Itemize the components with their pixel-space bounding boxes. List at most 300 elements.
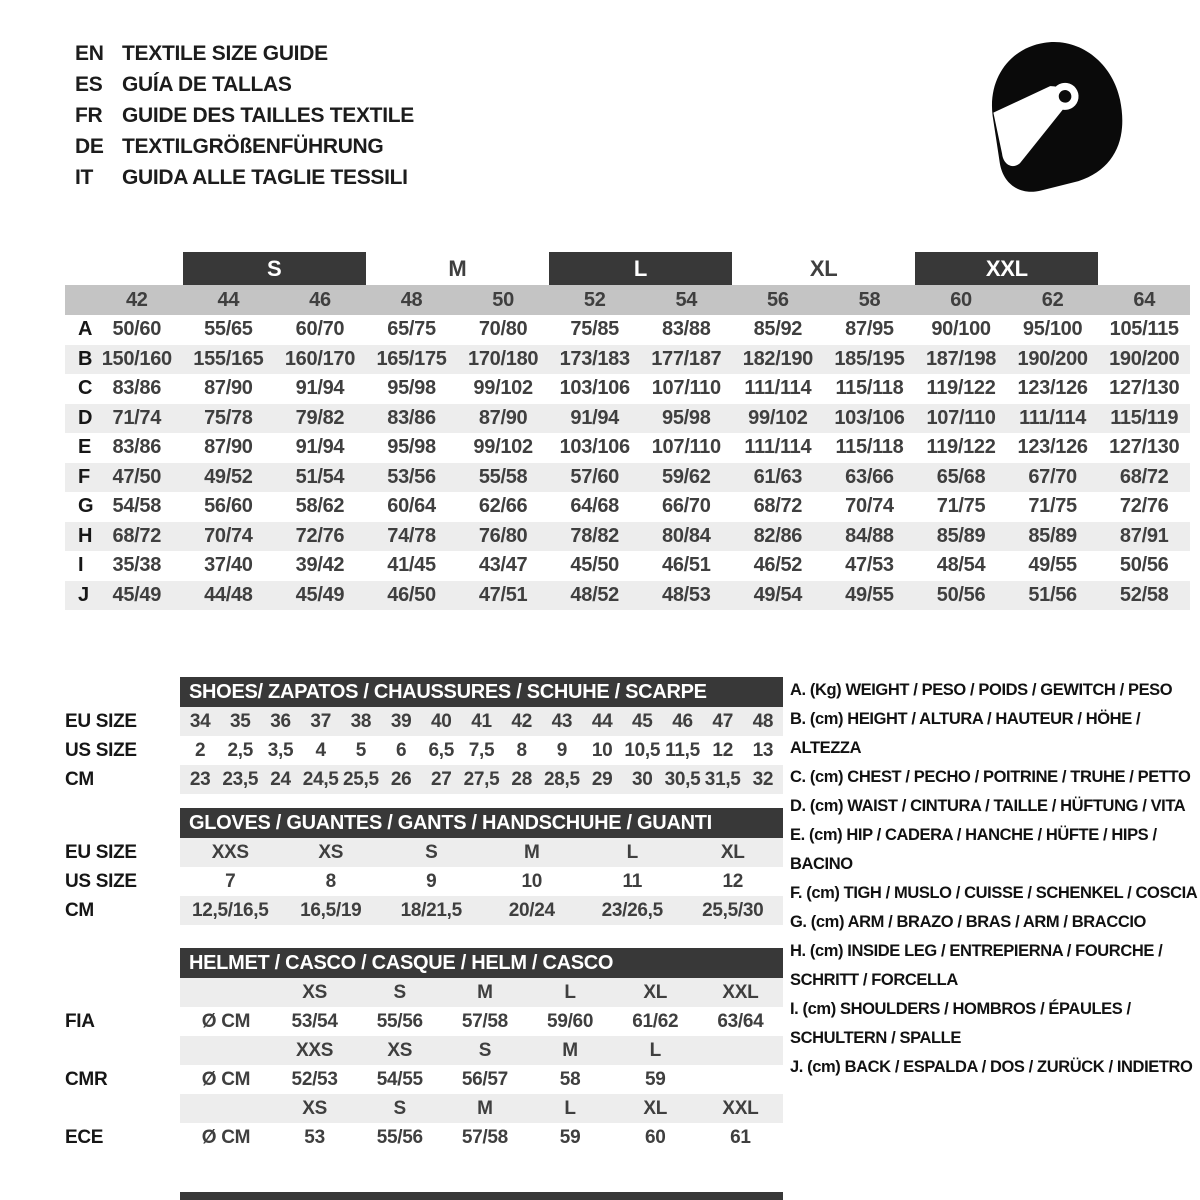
- size-cell: 47/50: [112, 465, 162, 488]
- size-cell: 68/72: [753, 495, 803, 517]
- row-cells: [180, 1123, 783, 1152]
- size-cell: 115/119: [1110, 406, 1179, 429]
- size-cell: [180, 1036, 272, 1065]
- size-cell: 56/60: [204, 495, 253, 517]
- size-cell: 70/74: [204, 524, 253, 547]
- size-cell: 57/58: [461, 1127, 508, 1148]
- column-header: 60: [950, 289, 972, 311]
- size-band-l: L: [549, 252, 732, 285]
- size-cell: XS: [302, 1098, 327, 1119]
- language-row: [75, 100, 414, 131]
- size-cell: 45/50: [570, 554, 619, 576]
- size-cell: 65/68: [936, 465, 986, 488]
- size-cell: 185/195: [834, 347, 905, 370]
- size-cell: Ø CM: [201, 1127, 251, 1148]
- table-row: [65, 736, 783, 765]
- size-cell: 30,5: [664, 769, 701, 790]
- table-row: [65, 1036, 783, 1065]
- size-cell: [180, 978, 272, 1007]
- row-letter: H: [78, 524, 93, 547]
- legend-item: C. (cm) CHEST / PECHO / POITRINE / TRUHE / PETTO: [790, 768, 1191, 786]
- size-cell: 72/76: [1119, 495, 1169, 517]
- clipped-section-header-bar: [180, 1192, 783, 1200]
- size-cell: M: [562, 1040, 578, 1061]
- size-cell: 62/66: [478, 495, 528, 517]
- size-cell: 64/68: [570, 495, 619, 517]
- table-row: [65, 1123, 783, 1152]
- size-cell: 47/53: [845, 554, 894, 576]
- size-cell: L: [564, 982, 576, 1003]
- size-cell: 78/82: [570, 524, 619, 547]
- table-row: [65, 404, 1190, 434]
- size-cell: 111/114: [744, 436, 812, 458]
- size-cell: 23,5: [222, 769, 259, 790]
- table-row: [65, 345, 1190, 375]
- size-cell: 56/57: [461, 1069, 508, 1090]
- language-row: [75, 131, 414, 162]
- size-cell: 170/180: [468, 347, 539, 370]
- size-cell: 55/56: [376, 1011, 423, 1032]
- size-cell: 87/90: [478, 406, 528, 429]
- size-cell: 71/74: [112, 406, 162, 429]
- size-cell: 23: [189, 769, 211, 790]
- size-cell: 70/80: [478, 318, 528, 340]
- size-cell: 11: [622, 871, 642, 892]
- language-title: GUÍA DE TALLAS: [122, 73, 292, 96]
- column-header: 64: [1133, 289, 1156, 311]
- table-row: [65, 838, 783, 867]
- row-cells: [180, 765, 783, 794]
- row-label: CMR: [65, 1069, 108, 1090]
- size-cell: 82/86: [753, 524, 803, 547]
- gloves-table: [65, 808, 783, 925]
- size-cell: L: [649, 1040, 661, 1061]
- table-row: [65, 522, 1190, 552]
- size-cell: 35/38: [112, 554, 162, 576]
- size-cell: 71/75: [1028, 495, 1077, 517]
- size-band-m: M: [448, 255, 467, 281]
- size-cell: 60/64: [387, 495, 436, 517]
- size-cell: 61/62: [632, 1011, 679, 1032]
- size-cell: 80/84: [662, 524, 711, 547]
- size-cell: XL: [643, 1098, 668, 1119]
- language-code: FR: [75, 104, 103, 127]
- size-cell: 87/91: [1119, 524, 1169, 547]
- size-cell: [698, 1065, 783, 1094]
- row-letter: G: [78, 495, 94, 517]
- table-row: [65, 867, 783, 896]
- size-cell: 6: [395, 740, 407, 761]
- row-label: CM: [65, 900, 94, 921]
- size-cell: 60/70: [295, 318, 345, 340]
- size-cell: 46: [672, 711, 693, 732]
- size-cell: 13: [752, 740, 774, 761]
- column-header: 62: [1041, 289, 1064, 311]
- row-label: FIA: [65, 1011, 95, 1032]
- column-header: 42: [125, 289, 148, 311]
- size-cell: 87/90: [204, 377, 253, 399]
- size-cell: 61: [730, 1127, 751, 1148]
- size-cell: 47: [712, 711, 733, 732]
- column-header: 44: [217, 289, 240, 311]
- size-cell: 53/54: [291, 1011, 338, 1032]
- size-cell: 44: [591, 711, 613, 732]
- size-cell: 28,5: [544, 769, 580, 790]
- size-cell: 123/126: [1017, 377, 1088, 399]
- size-cell: 51/56: [1028, 583, 1077, 606]
- size-cell: 25,5: [343, 769, 379, 790]
- size-cell: 55/58: [478, 465, 528, 488]
- size-cell: 91/94: [570, 406, 619, 429]
- size-cell: 9: [426, 871, 437, 892]
- size-cell: 105/115: [1109, 318, 1179, 340]
- legend-item: H. (cm) INSIDE LEG / ENTREPIERNA / FOURCHE / SCHRITT / FORCELLA: [790, 942, 1163, 989]
- size-cell: 53/56: [387, 465, 436, 488]
- size-cell: 87/90: [204, 436, 253, 458]
- language-row: [75, 69, 414, 100]
- size-cell: 160/170: [284, 347, 356, 370]
- size-cell: 55/65: [204, 318, 253, 340]
- size-band-xl: XL: [809, 255, 838, 281]
- size-cell: 12,5/16,5: [191, 900, 269, 921]
- size-cell: 187/198: [925, 347, 997, 370]
- row-cells: [180, 1036, 783, 1065]
- language-row: [75, 162, 414, 193]
- column-header: 58: [858, 289, 881, 311]
- row-label: US SIZE: [65, 740, 137, 761]
- size-band-xxl: XXL: [915, 252, 1098, 285]
- size-cell: 10: [521, 871, 543, 892]
- size-cell: 103/106: [559, 377, 630, 399]
- row-letter: E: [78, 436, 92, 458]
- size-cell: 49/55: [845, 583, 894, 606]
- row-cells: [180, 736, 783, 765]
- size-cell: 7,5: [468, 740, 495, 761]
- row-label: [65, 978, 180, 1007]
- size-cell: 29: [591, 769, 613, 790]
- size-cell: Ø CM: [201, 1011, 251, 1032]
- size-cell: 52/53: [291, 1069, 338, 1090]
- size-cell: 63/66: [845, 465, 894, 488]
- language-row: [75, 38, 414, 69]
- row-letter: I: [78, 554, 84, 576]
- legend-item: J. (cm) BACK / ESPALDA / DOS / ZURÜCK / INDIETRO: [790, 1058, 1193, 1076]
- row-letter: B: [78, 347, 93, 370]
- size-cell: 25,5/30: [702, 900, 764, 921]
- size-cell: 9: [556, 740, 568, 761]
- column-header-row: [65, 285, 1190, 315]
- size-cell: 27: [431, 769, 452, 790]
- size-cell: 57/58: [461, 1011, 508, 1032]
- row-cells: [180, 838, 783, 867]
- column-header: 50: [492, 289, 514, 311]
- size-cell: 91/94: [295, 436, 345, 458]
- size-cell: 23/26,5: [601, 900, 663, 921]
- size-cell: 83/88: [662, 318, 711, 340]
- size-cell: 36: [270, 711, 291, 732]
- size-cell: XXL: [722, 1098, 759, 1119]
- size-cell: 75/85: [570, 318, 619, 340]
- language-code: ES: [75, 73, 103, 96]
- size-cell: 76/80: [478, 524, 528, 547]
- size-cell: 3,5: [267, 740, 294, 761]
- table-row: [65, 1094, 783, 1123]
- size-cell: XXL: [722, 982, 759, 1003]
- size-cell: 48/54: [936, 554, 986, 576]
- size-cell: 24,5: [302, 769, 339, 790]
- size-cell: 37: [310, 711, 331, 732]
- size-cell: S: [393, 982, 406, 1003]
- size-cell: 27,5: [463, 769, 500, 790]
- size-cell: 111/114: [744, 377, 812, 399]
- size-cell: 41/45: [387, 554, 436, 576]
- row-label: CM: [65, 769, 94, 790]
- size-cell: 115/118: [835, 436, 904, 458]
- size-cell: 61/63: [753, 465, 803, 488]
- legend-item: B. (cm) HEIGHT / ALTURA / HAUTEUR / HÖHE / ALTEZZA: [790, 710, 1141, 757]
- size-cell: 49/55: [1028, 554, 1077, 576]
- size-cell: 10,5: [624, 740, 661, 761]
- size-cell: 54/55: [376, 1069, 423, 1090]
- section-title: SHOES/ ZAPATOS / CHAUSSURES / SCHUHE / SCARPE: [189, 680, 707, 703]
- size-cell: 99/102: [473, 436, 533, 458]
- size-cell: 99/102: [748, 406, 808, 429]
- row-label: [65, 1094, 180, 1123]
- column-header: 54: [675, 289, 698, 311]
- row-cells: [180, 1094, 783, 1123]
- size-cell: 68/72: [112, 524, 162, 547]
- size-cell: 103/106: [834, 406, 905, 429]
- size-cell: 45/49: [295, 583, 345, 606]
- size-cell: 127/130: [1109, 377, 1180, 399]
- size-cell: 84/88: [845, 524, 894, 547]
- size-cell: 31,5: [704, 769, 741, 790]
- size-cell: S: [393, 1098, 406, 1119]
- size-cell: 48/52: [570, 583, 619, 606]
- size-cell: 28: [511, 769, 532, 790]
- size-cell: 66/70: [662, 495, 711, 517]
- section-header: [180, 948, 783, 978]
- size-cell: 46/52: [753, 554, 803, 576]
- section-title: GLOVES / GUANTES / GANTS / HANDSCHUHE / GUANTI: [189, 811, 712, 834]
- size-cell: 49/52: [204, 465, 253, 488]
- size-cell: S: [425, 842, 438, 863]
- table-row: [65, 707, 783, 736]
- size-cell: 53: [304, 1127, 325, 1148]
- corner-cell: [65, 285, 91, 315]
- row-label: EU SIZE: [65, 711, 137, 732]
- size-cell: 30: [632, 769, 653, 790]
- size-cell: M: [477, 982, 493, 1003]
- size-cell: 52/58: [1119, 583, 1169, 606]
- legend-item: G. (cm) ARM / BRAZO / BRAS / ARM / BRACCIO: [790, 913, 1146, 931]
- size-cell: 173/183: [559, 347, 630, 370]
- legend: [790, 676, 1198, 1082]
- table-row: [65, 978, 783, 1007]
- size-cell: 87/95: [845, 318, 894, 340]
- size-cell: 59/62: [662, 465, 711, 488]
- size-cell: 65/75: [387, 318, 436, 340]
- size-cell: 99/102: [473, 377, 533, 399]
- table-row: [65, 551, 1190, 581]
- size-cell: 45: [632, 711, 653, 732]
- size-cell: 43/47: [478, 554, 528, 576]
- size-cell: 79/82: [295, 406, 345, 429]
- section-title: HELMET / CASCO / CASQUE / HELM / CASCO: [189, 951, 614, 974]
- size-cell: 83/86: [112, 377, 162, 399]
- size-cell: 123/126: [1017, 436, 1088, 458]
- size-cell: M: [523, 842, 540, 863]
- size-cell: 68/72: [1119, 465, 1169, 488]
- table-row: [65, 896, 783, 925]
- size-cell: 115/118: [835, 377, 904, 399]
- size-cell: 50/56: [1119, 554, 1169, 576]
- accessory-tables: [65, 677, 783, 1152]
- size-cell: 50/60: [112, 318, 162, 340]
- table-row: [65, 1065, 783, 1094]
- legend-item: D. (cm) WAIST / CINTURA / TAILLE / HÜFTUNG / VITA: [790, 797, 1186, 815]
- size-cell: 55/56: [376, 1127, 423, 1148]
- size-cell: 41: [471, 711, 492, 732]
- table-row: [65, 374, 1190, 404]
- size-cell: XS: [318, 842, 344, 863]
- size-cell: 45/49: [112, 583, 162, 606]
- size-cell: 111/114: [1019, 406, 1087, 429]
- size-cell: 2: [194, 740, 206, 761]
- size-cell: 18/21,5: [400, 900, 462, 921]
- size-cell: 46/51: [662, 554, 711, 576]
- size-cell: 58/62: [295, 495, 345, 517]
- size-cell: 85/92: [753, 318, 803, 340]
- size-cell: 67/70: [1028, 465, 1077, 488]
- language-list: [75, 38, 414, 193]
- size-cell: 12: [722, 871, 744, 892]
- size-band-row: [65, 252, 1190, 285]
- size-cell: L: [564, 1098, 576, 1119]
- language-title: TEXTILGRÖßENFÜHRUNG: [122, 135, 384, 158]
- language-code: EN: [75, 42, 104, 65]
- size-cell: 75/78: [204, 406, 253, 429]
- language-title: GUIDE DES TAILLES TEXTILE: [122, 104, 414, 127]
- size-cell: 70/74: [845, 495, 894, 517]
- size-cell: Ø CM: [201, 1069, 251, 1090]
- size-cell: 63/64: [717, 1011, 764, 1032]
- size-band-s: S: [183, 252, 366, 285]
- size-cell: 91/94: [295, 377, 345, 399]
- row-label: EU SIZE: [65, 842, 137, 863]
- size-cell: 57/60: [570, 465, 619, 488]
- size-cell: 71/75: [936, 495, 986, 517]
- size-cell: XS: [387, 1040, 413, 1061]
- row-cells: [180, 896, 783, 925]
- row-cells: [180, 978, 783, 1007]
- size-cell: 90/100: [931, 318, 991, 340]
- textile-size-table: [65, 252, 1190, 610]
- size-cell: 8: [516, 740, 527, 761]
- size-cell: 48: [752, 711, 774, 732]
- size-cell: 95/98: [662, 406, 711, 429]
- size-cell: 42: [511, 711, 532, 732]
- size-cell: 182/190: [742, 347, 813, 370]
- size-cell: 59: [559, 1127, 581, 1148]
- size-cell: M: [477, 1098, 493, 1119]
- size-cell: 190/200: [1017, 347, 1088, 370]
- size-cell: 26: [390, 769, 412, 790]
- size-cell: 85/89: [936, 524, 986, 547]
- row-letter: C: [78, 377, 93, 399]
- row-letter: A: [78, 318, 93, 340]
- size-cell: 4: [315, 740, 326, 761]
- size-cell: 119/122: [926, 436, 996, 458]
- size-cell: 107/110: [651, 436, 721, 458]
- legend-item: A. (Kg) WEIGHT / PESO / POIDS / GEWITCH / PESO: [790, 681, 1173, 699]
- size-cell: 177/187: [651, 347, 722, 370]
- size-cell: 16,5/19: [300, 900, 362, 921]
- size-cell: 119/122: [926, 377, 996, 399]
- legend-item: E. (cm) HIP / CADERA / HANCHE / HÜFTE / HIPS / BACINO: [790, 826, 1157, 873]
- size-cell: 165/175: [376, 347, 447, 370]
- column-header: 56: [767, 289, 789, 311]
- size-cell: [180, 1094, 272, 1123]
- table-row: [65, 1007, 783, 1036]
- size-cell: XS: [302, 982, 327, 1003]
- shoes-table: [65, 677, 783, 794]
- size-cell: 2,5: [227, 740, 254, 761]
- row-cells: [180, 707, 783, 736]
- size-cell: 155/165: [193, 347, 264, 370]
- row-letter: F: [78, 465, 90, 488]
- size-cell: 8: [325, 871, 336, 892]
- language-title: GUIDA ALLE TAGLIE TESSILI: [122, 166, 408, 189]
- size-cell: 40: [431, 711, 452, 732]
- size-cell: 83/86: [112, 436, 162, 458]
- size-cell: 32: [752, 769, 774, 790]
- textile-rows: [65, 315, 1190, 610]
- row-label: ECE: [65, 1127, 104, 1148]
- size-cell: 43: [551, 711, 573, 732]
- size-cell: 48/53: [662, 583, 711, 606]
- row-label: [65, 1036, 180, 1065]
- size-cell: XL: [720, 842, 745, 863]
- size-cell: 60: [644, 1127, 666, 1148]
- size-cell: 34: [189, 711, 211, 732]
- section-header: [180, 677, 783, 707]
- size-cell: 107/110: [926, 406, 996, 429]
- size-cell: 74/78: [387, 524, 436, 547]
- racing-helmet-icon: [972, 26, 1137, 206]
- size-cell: 46/50: [387, 583, 436, 606]
- legend-item: I. (cm) SHOULDERS / HOMBROS / ÉPAULES / SCHULTERN / SPALLE: [790, 1000, 1131, 1047]
- table-row: [65, 765, 783, 794]
- size-cell: 59/60: [547, 1011, 594, 1032]
- size-cell: S: [478, 1040, 492, 1061]
- size-cell: XXS: [296, 1040, 334, 1061]
- table-row: [65, 492, 1190, 522]
- size-cell: 83/86: [387, 406, 436, 429]
- table-row: [65, 315, 1190, 345]
- size-cell: 11,5: [665, 740, 700, 761]
- table-row: [65, 581, 1190, 611]
- size-cell: 10: [591, 740, 613, 761]
- size-cell: 50/56: [936, 583, 986, 606]
- section-header: [180, 808, 783, 838]
- size-cell: 95/98: [387, 377, 436, 399]
- size-cell: 44/48: [204, 583, 253, 606]
- column-header: 46: [309, 289, 331, 311]
- size-cell: 51/54: [295, 465, 345, 488]
- legend-item: F. (cm) TIGH / MUSLO / CUISSE / SCHENKEL / COSCIA: [790, 884, 1198, 902]
- size-cell: 103/106: [559, 436, 630, 458]
